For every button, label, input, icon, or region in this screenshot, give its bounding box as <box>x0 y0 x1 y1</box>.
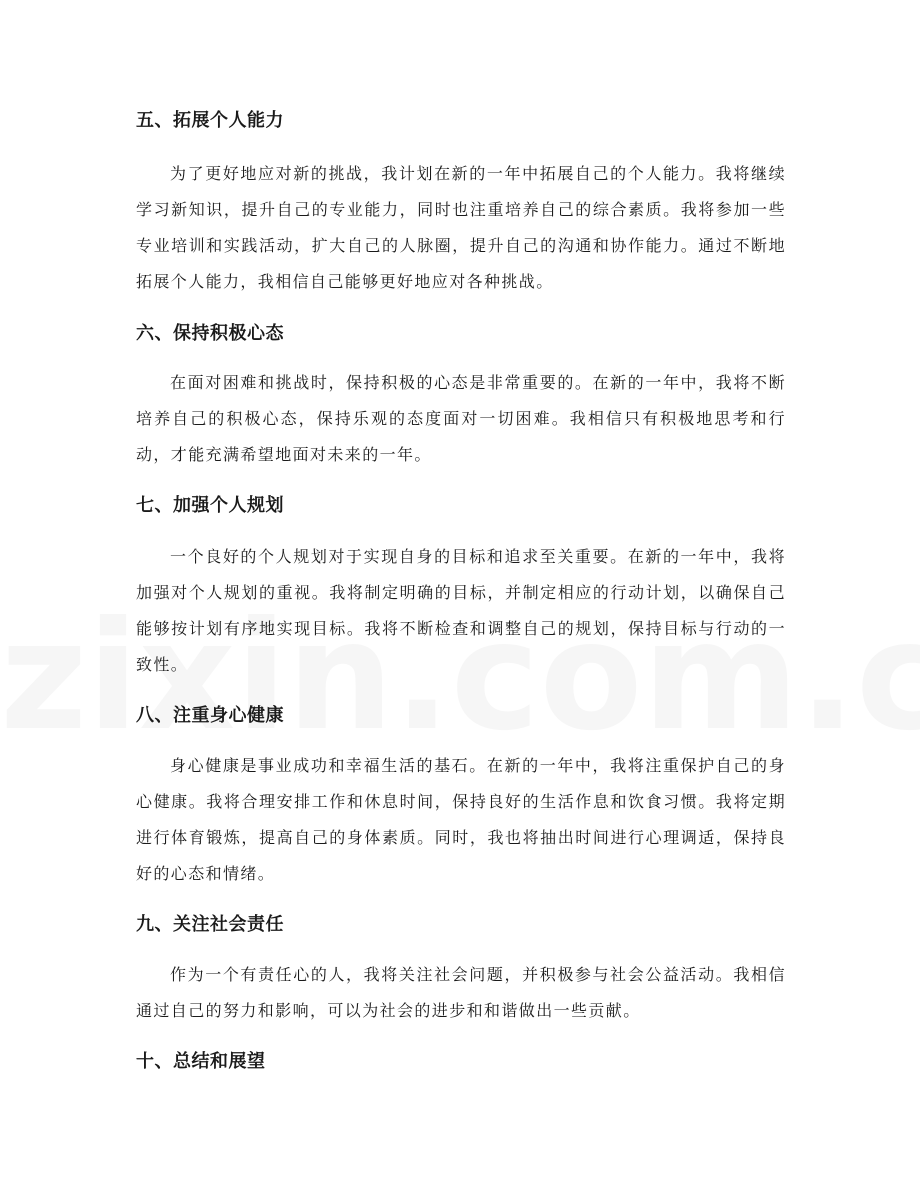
section-body-8: 身心健康是事业成功和幸福生活的基石。在新的一年中，我将注重保护自己的身心健康。我将合理安排工作和休息时间，保持良好的生活作息和饮食习惯。我将定期进行体育锻炼，提高自己的身体素质。同时，我也将抽出时间进行心理调适，保持良好的心态和情绪。 <box>136 756 786 883</box>
section-heading-6: 六、保持积极心态 <box>136 323 284 344</box>
section-body-7: 一个良好的个人规划对于实现自身的目标和追求至关重要。在新的一年中，我将加强对个人规划的重视。我将制定明确的目标，并制定相应的行动计划，以确保自己能够按计划有序地实现目标。我将不断检查和调整自己的规划，保持目标与行动的一致性。 <box>136 547 786 674</box>
document-page <box>136 104 786 1079</box>
section-body-9: 作为一个有责任心的人，我将关注社会问题，并积极参与社会公益活动。我相信通过自己的努力和影响，可以为社会的进步和和谐做出一些贡献。 <box>136 965 786 1020</box>
section-body-5: 为了更好地应对新的挑战，我计划在新的一年中拓展自己的个人能力。我将继续学习新知识，提升自己的专业能力，同时也注重培养自己的综合素质。我将参加一些专业培训和实践活动，扩大自己的人脉圈，提升自己的沟通和协作能力。通过不断地拓展个人能力，我相信自己能够更好地应对各种挑战。 <box>136 164 786 291</box>
section-body-6: 在面对困难和挑战时，保持积极的心态是非常重要的。在新的一年中，我将不断培养自己的积极心态，保持乐观的态度面对一切困难。我相信只有积极地思考和行动，才能充满希望地面对未来的一年。 <box>136 373 786 464</box>
section-heading-9: 九、关注社会责任 <box>136 914 284 935</box>
section-heading-10: 十、总结和展望 <box>136 1051 266 1072</box>
section-heading-5: 五、拓展个人能力 <box>136 110 284 131</box>
section-heading-7: 七、加强个人规划 <box>136 495 284 516</box>
section-heading-8: 八、注重身心健康 <box>136 705 284 726</box>
